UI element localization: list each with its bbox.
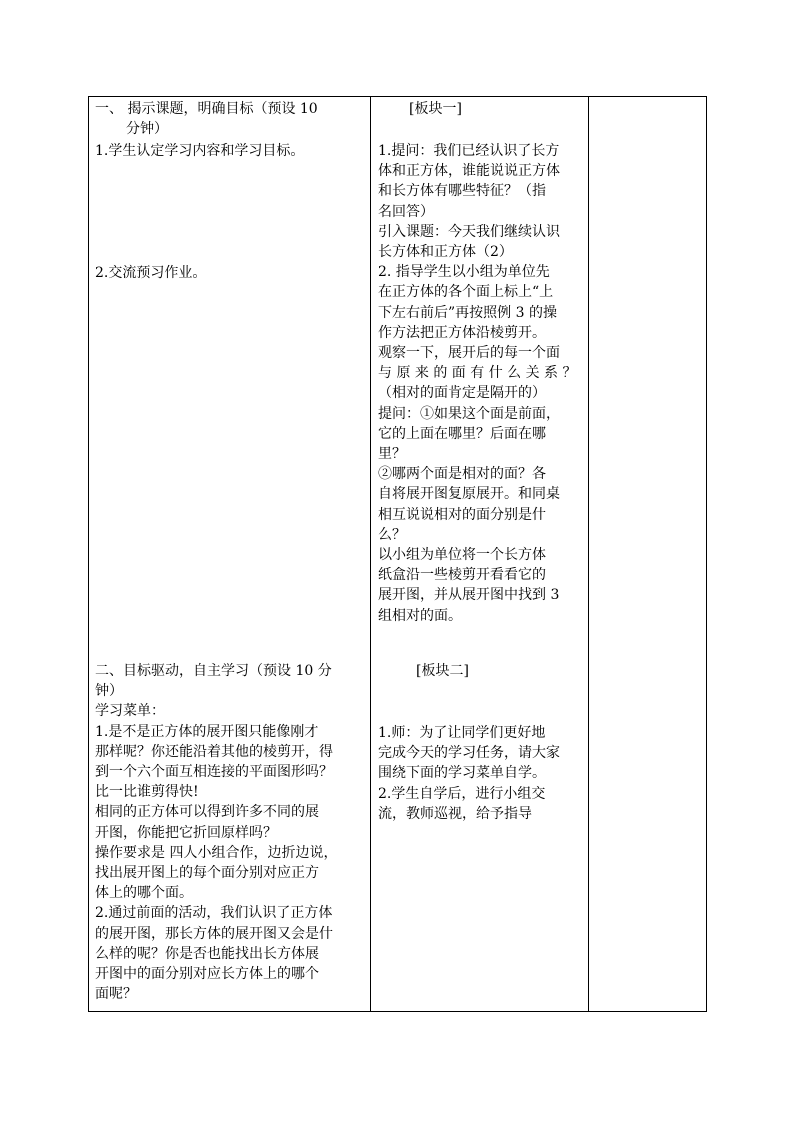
teacher-text-line: 下左右前后”再按照例 3 的操	[378, 304, 557, 321]
teacher-text-line: （相对的面肯定是隔开的）	[378, 385, 546, 402]
teacher-text-line: 以小组为单位将一个长方体	[378, 547, 546, 563]
column-divider-1	[370, 97, 371, 1011]
teacher-text-line: 名回答）	[378, 203, 434, 220]
teacher-text-line: 与 原 来 的 面 有 什 么 关 系 ？	[378, 365, 577, 382]
teacher-text-line: 自将展开图复原展开。和同桌	[378, 486, 560, 503]
teacher-text-line: 围绕下面的学习菜单自学。	[378, 765, 546, 782]
student-text-line: 那样呢？你还能沿着其他的棱剪开，得	[95, 743, 333, 760]
teacher-text-line: 体和正方体，谁能说说正方体	[378, 163, 560, 180]
student-text-line: 钟）	[95, 683, 123, 700]
teacher-text-line: 纸盒沿一些棱剪开看看它的	[378, 567, 546, 584]
teacher-text-line: 么？	[378, 526, 406, 543]
teacher-text-line: 和长方体有哪些特征？（指	[378, 183, 546, 200]
teacher-text-line: 2. 指导学生以小组为单位先	[378, 264, 550, 281]
student-text-line: 相同的正方体可以得到许多不同的展	[95, 804, 319, 821]
teacher-text-line: 提问：①如果这个面是前面，	[378, 405, 560, 422]
teacher-text-line: 展开图，并从展开图中找到 3	[378, 587, 560, 604]
teacher-text-line: 引入课题：今天我们继续认识	[378, 223, 560, 240]
student-text-line: 开图，你能把它折回原样吗？	[95, 824, 277, 841]
section1-heading-cont: 分钟）	[126, 121, 168, 137]
board-block-1-title: [板块一]	[409, 101, 462, 117]
teacher-text-line: 作方法把正方体沿棱剪开。	[378, 324, 546, 341]
teacher-text-line: 1.提问：我们已经认识了长方	[378, 143, 560, 159]
teacher-text-line: 它的上面在哪里？后面在哪	[378, 425, 546, 442]
column-divider-2	[588, 97, 589, 1011]
student-text-line: 找出展开图上的每个面分别对应正方	[95, 865, 319, 881]
student-text-line: 操作要求是 四人小组合作，边折边说，	[95, 844, 338, 861]
teacher-text-line: 里？	[378, 446, 406, 462]
teacher-text-line: 1.师：为了让同学们更好地	[378, 725, 546, 741]
teacher-text-line: 相互说说相对的面分别是什	[378, 506, 546, 523]
board-block-2-title: [板块二]	[416, 663, 469, 679]
section1-item-1: 1.学生认定学习内容和学习目标。	[95, 143, 305, 159]
lesson-plan-table	[88, 96, 707, 1012]
student-text-line: 二、目标驱动，自主学习（预设 10 分	[95, 663, 332, 679]
student-text-line: 2.通过前面的活动，我们认识了正方体	[95, 905, 333, 922]
section1-heading: 一、 揭示课题，明确目标（预设 10	[95, 101, 318, 117]
section1-item-2: 2.交流预习作业。	[95, 265, 207, 281]
student-text-line: 体上的哪个面。	[95, 885, 193, 902]
student-text-line: 学习菜单：	[95, 703, 165, 720]
teacher-text-line: 组相对的面。	[378, 607, 462, 624]
student-text-line: 么样的呢？你是否也能找出长方体展	[95, 945, 319, 962]
student-text-line: 1.是不是正方体的展开图只能像刚才	[95, 723, 319, 740]
student-text-line: 开图中的面分别对应长方体上的哪个	[95, 966, 319, 982]
teacher-text-line: 完成今天的学习任务，请大家	[378, 745, 560, 762]
teacher-text-line: 流，教师巡视，给予指导	[378, 805, 532, 822]
teacher-text-line: ②哪两个面是相对的面？各	[378, 466, 546, 483]
teacher-text-line: 2.学生自学后，进行小组交	[378, 785, 546, 802]
student-text-line: 的展开图，那长方体的展开图又会是什	[95, 925, 333, 942]
student-text-line: 到一个六个面互相连接的平面图形吗？	[95, 764, 333, 780]
teacher-text-line: 在正方体的各个面上标上“上	[378, 284, 554, 301]
teacher-text-line: 长方体和正方体（2）	[378, 244, 513, 260]
student-text-line: 比一比谁剪得快!	[95, 784, 199, 801]
teacher-text-line: 观察一下，展开后的每一个面	[378, 345, 560, 361]
student-text-line: 面呢？	[95, 986, 137, 1003]
